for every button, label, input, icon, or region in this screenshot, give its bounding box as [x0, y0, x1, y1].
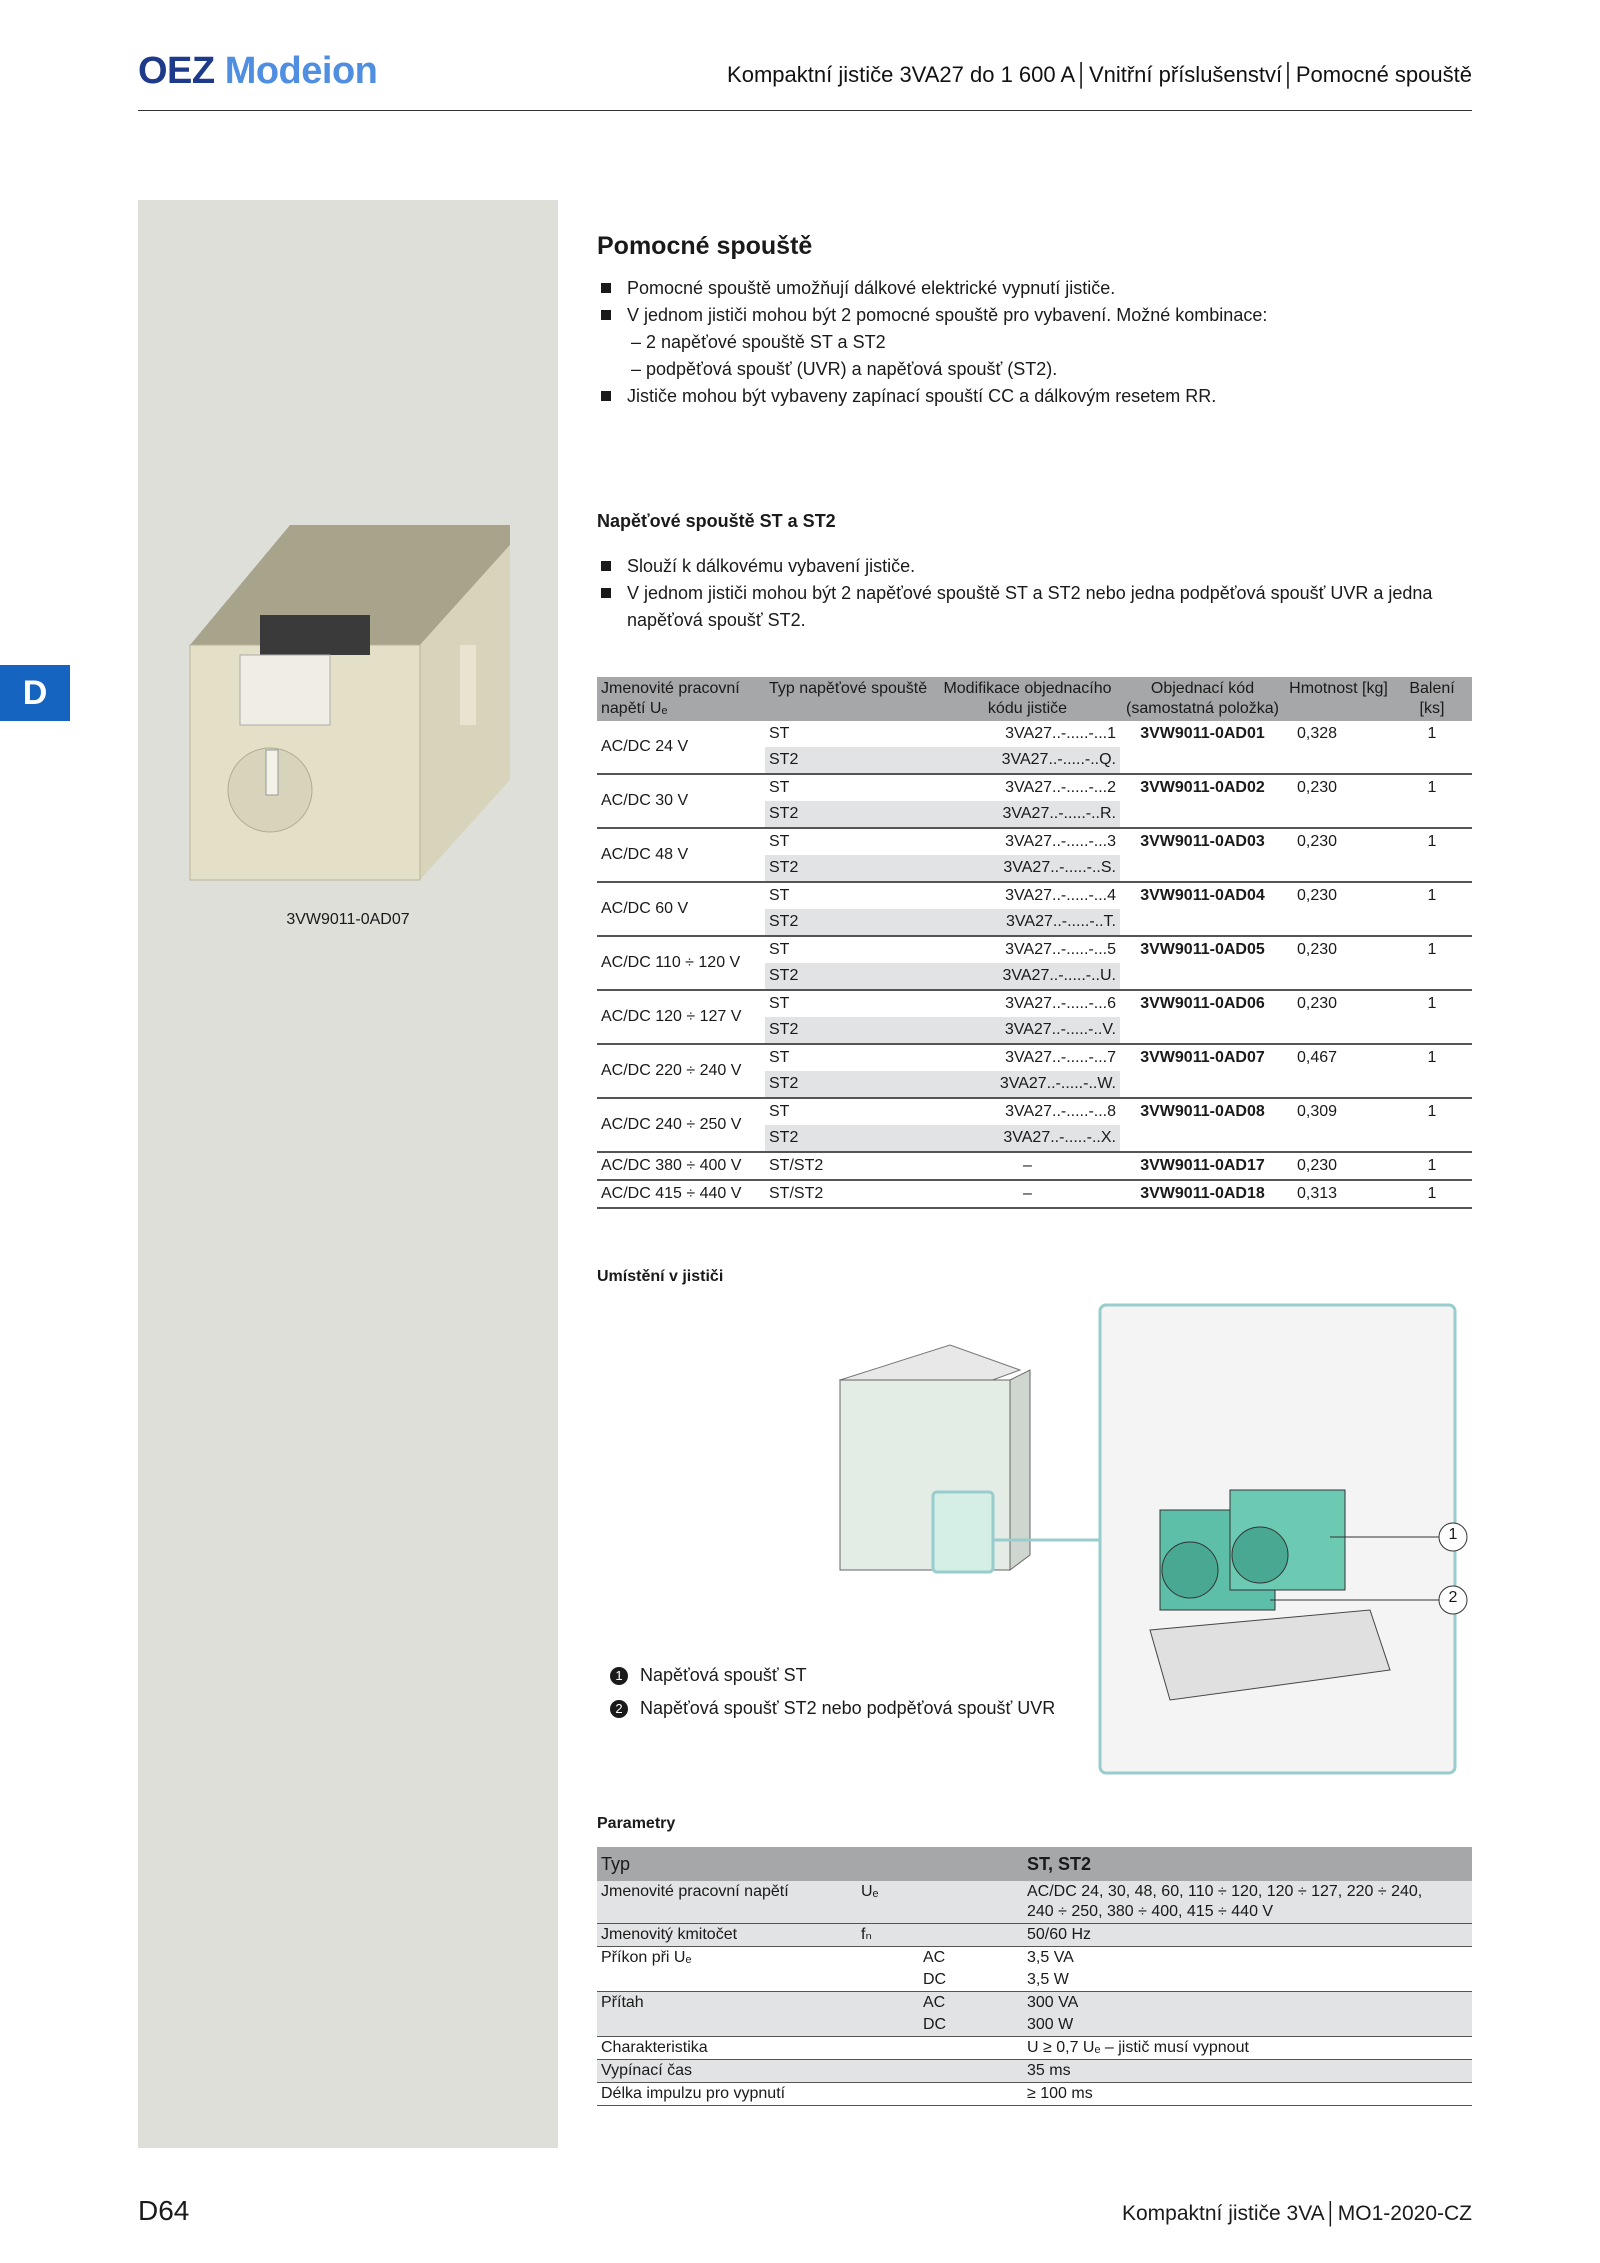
- param-value-line: 50/60 Hz: [1027, 1926, 1092, 1943]
- chapter-tab: D: [0, 665, 70, 721]
- param-symbol: [857, 2037, 919, 2060]
- order-code-cell: 3VW9011-0AD17: [1120, 1152, 1285, 1180]
- weight-cell: 0,230: [1285, 774, 1392, 828]
- voltage-cell: AC/DC 60 V: [597, 882, 765, 936]
- shunt-trips-list: [597, 553, 1472, 634]
- col-header-type: Typ napěťové spouště: [765, 677, 935, 721]
- pack-cell: 1: [1392, 990, 1472, 1044]
- pack-cell: 1: [1392, 1098, 1472, 1152]
- legend-text: Napěťová spoušť ST: [640, 1665, 807, 1685]
- type-cell: ST/ST2: [765, 1180, 935, 1208]
- type-cell: ST2: [765, 909, 935, 936]
- order-code-cell: 3VW9011-0AD04: [1120, 882, 1285, 936]
- param-sub: AC: [923, 1949, 946, 1966]
- param-value-line: AC/DC 24, 30, 48, 60, 110 ÷ 120, 120 ÷ 127, 220 ÷ 240,: [1027, 1883, 1423, 1900]
- list-item: – podpěťová spoušť (UVR) a napěťová spoušť (ST2).: [631, 359, 1058, 379]
- type-cell: ST2: [765, 747, 935, 774]
- param-row: [597, 2037, 1472, 2060]
- list-item: V jednom jističi mohou být 2 napěťové spouště ST a ST2 nebo jedna podpěťová spoušť UVR a jedna napěťová spoušť ST2.: [597, 580, 1472, 634]
- param-value: [1023, 2037, 1472, 2060]
- type-cell: ST2: [765, 1071, 935, 1098]
- param-value-line: 3,5 VA: [1027, 1949, 1074, 1966]
- param-label: Jmenovitý kmitočet: [597, 1924, 857, 1947]
- param-symbol: [857, 2060, 919, 2083]
- modification-cell: 3VA27..-.....-..S.: [935, 855, 1120, 882]
- param-label: Vypínací čas: [597, 2060, 857, 2083]
- param-symbol: Uₑ: [857, 1881, 919, 1924]
- param-sub: [919, 2083, 1023, 2106]
- param-row: [597, 1881, 1472, 1924]
- pack-cell: 1: [1392, 721, 1472, 774]
- param-value: [1023, 2014, 1472, 2037]
- param-value-line: ≥ 100 ms: [1027, 2085, 1093, 2102]
- table-row: [597, 774, 1472, 801]
- order-code-cell: 3VW9011-0AD01: [1120, 721, 1285, 774]
- header-title: Kompaktní jističe 3VA27 do 1 600 A│Vnitřní příslušenství│Pomocné spouště: [727, 62, 1472, 87]
- type-cell: ST2: [765, 801, 935, 828]
- voltage-cell: AC/DC 120 ÷ 127 V: [597, 990, 765, 1044]
- col-header-order-code: Objednací kód (samostatná položka): [1120, 677, 1285, 721]
- product-image: [180, 525, 520, 895]
- param-row: [597, 2014, 1472, 2037]
- param-head-value: ST, ST2: [1023, 1847, 1472, 1881]
- pack-cell: 1: [1392, 1152, 1472, 1180]
- pack-cell: 1: [1392, 1180, 1472, 1208]
- param-value-line: 35 ms: [1027, 2062, 1071, 2079]
- modification-cell: 3VA27..-.....-..W.: [935, 1071, 1120, 1098]
- weight-cell: 0,313: [1285, 1180, 1392, 1208]
- order-code-cell: 3VW9011-0AD07: [1120, 1044, 1285, 1098]
- param-label: [597, 1969, 857, 1992]
- type-cell: ST2: [765, 1017, 935, 1044]
- modification-cell: 3VA27..-.....-..T.: [935, 909, 1120, 936]
- list-item: Jističe mohou být vybaveny zapínací spouští CC a dálkovým resetem RR.: [597, 383, 1472, 410]
- param-value: [1023, 2060, 1472, 2083]
- order-code-cell: 3VW9011-0AD08: [1120, 1098, 1285, 1152]
- modification-cell: 3VA27..-.....-..V.: [935, 1017, 1120, 1044]
- param-symbol: [857, 2083, 919, 2106]
- order-code-cell: 3VW9011-0AD02: [1120, 774, 1285, 828]
- footer-title: Kompaktní jističe 3VA│MO1-2020-CZ: [1121, 2202, 1472, 2225]
- param-value-line: 3,5 W: [1027, 1971, 1069, 1988]
- type-cell: ST: [769, 887, 790, 904]
- pack-cell: 1: [1392, 1044, 1472, 1098]
- modification-cell: 3VA27..-.....-...6: [1005, 995, 1116, 1012]
- param-symbol: [857, 1992, 919, 2015]
- release-order-table: [597, 677, 1472, 1209]
- modification-cell: 3VA27..-.....-...4: [1005, 887, 1116, 904]
- pack-cell: 1: [1392, 882, 1472, 936]
- modification-cell: 3VA27..-.....-...7: [1005, 1049, 1116, 1066]
- voltage-cell: AC/DC 220 ÷ 240 V: [597, 1044, 765, 1098]
- modification-cell: –: [935, 1152, 1120, 1180]
- param-row: [597, 1924, 1472, 1947]
- auxiliary-releases-list: [597, 275, 1472, 410]
- param-row: [597, 1969, 1472, 1992]
- param-label: [597, 2014, 857, 2037]
- type-cell: ST: [769, 725, 790, 742]
- modification-cell: 3VA27..-.....-...8: [1005, 1103, 1116, 1120]
- modification-cell: 3VA27..-.....-...3: [1005, 833, 1116, 850]
- param-value: [1023, 1947, 1472, 1970]
- param-value-line: 300 W: [1027, 2016, 1074, 2033]
- parameters-table: [597, 1847, 1472, 2106]
- param-label: Délka impulzu pro vypnutí: [597, 2083, 857, 2106]
- page-number: D64: [138, 2195, 190, 2226]
- param-sub: AC: [919, 1992, 1023, 2015]
- legend-item: [610, 1698, 1055, 1719]
- param-value-line: U ≥ 0,7 Uₑ – jistič musí vypnout: [1027, 2039, 1249, 2056]
- table-row: [597, 1098, 1472, 1125]
- type-cell: ST/ST2: [765, 1152, 935, 1180]
- voltage-cell: AC/DC 415 ÷ 440 V: [597, 1180, 765, 1208]
- param-value: [1023, 1881, 1472, 1924]
- col-header-voltage: Jmenovité pracovní napětí Uₑ: [597, 677, 765, 721]
- modification-cell: 3VA27..-.....-..R.: [935, 801, 1120, 828]
- param-row: [597, 1992, 1472, 2015]
- list-item: Slouží k dálkovému vybavení jističe.: [597, 553, 1472, 580]
- param-sub: DC: [919, 2014, 1023, 2037]
- param-label: Jmenovité pracovní napětí: [597, 1881, 857, 1924]
- type-cell: ST: [769, 1103, 790, 1120]
- col-header-modification: Modifikace objednacího kódu jističe: [935, 677, 1120, 721]
- param-value-line: 300 VA: [1027, 1994, 1079, 2011]
- param-row: [597, 1947, 1472, 1970]
- weight-cell: 0,230: [1285, 1152, 1392, 1180]
- logo-modeion: Modeion: [224, 50, 378, 92]
- param-sub: DC: [919, 1969, 1023, 1992]
- legend-number: 2: [610, 1700, 628, 1718]
- modification-cell: –: [935, 1180, 1120, 1208]
- order-code-cell: 3VW9011-0AD18: [1120, 1180, 1285, 1208]
- table-row: [597, 882, 1472, 909]
- modification-cell: 3VA27..-.....-...1: [1005, 725, 1116, 742]
- type-cell: ST2: [765, 963, 935, 990]
- section-title-auxiliary-releases: Pomocné spouště: [597, 232, 813, 260]
- header-divider: [138, 110, 1472, 111]
- type-cell: ST: [769, 1049, 790, 1066]
- param-symbol: [857, 2014, 919, 2037]
- section-title-placement: Umístění v jističi: [597, 1268, 724, 1285]
- param-head-label: Typ: [597, 1847, 1023, 1881]
- order-code-cell: 3VW9011-0AD06: [1120, 990, 1285, 1044]
- table-row: [597, 1044, 1472, 1071]
- voltage-cell: AC/DC 240 ÷ 250 V: [597, 1098, 765, 1152]
- modification-cell: 3VA27..-.....-..U.: [935, 963, 1120, 990]
- col-header-pack: Balení [ks]: [1392, 677, 1472, 721]
- legend-item: [610, 1665, 1055, 1686]
- list-item: – 2 napěťové spouště ST a ST2: [631, 332, 886, 352]
- placement-legend: [610, 1665, 1055, 1719]
- param-value: [1023, 1992, 1472, 2015]
- modification-cell: 3VA27..-.....-..X.: [935, 1125, 1120, 1152]
- product-image-caption: 3VW9011-0AD07: [286, 911, 410, 928]
- pack-cell: 1: [1392, 828, 1472, 882]
- table-row: [597, 1180, 1472, 1208]
- modification-cell: 3VA27..-.....-...2: [1005, 779, 1116, 796]
- param-sub: [919, 1881, 1023, 1924]
- order-code-cell: 3VW9011-0AD05: [1120, 936, 1285, 990]
- modification-cell: 3VA27..-.....-..Q.: [935, 747, 1120, 774]
- weight-cell: 0,328: [1285, 721, 1392, 774]
- param-symbol: fₙ: [857, 1924, 919, 1947]
- brand-logo: [138, 50, 377, 93]
- type-cell: ST: [769, 995, 790, 1012]
- voltage-cell: AC/DC 110 ÷ 120 V: [597, 936, 765, 990]
- col-header-weight: Hmotnost [kg]: [1285, 677, 1392, 721]
- voltage-cell: AC/DC 380 ÷ 400 V: [597, 1152, 765, 1180]
- param-label: Přítah: [597, 1992, 857, 2015]
- logo-oez: OEZ: [138, 50, 215, 92]
- modification-cell: 3VA27..-.....-...5: [1005, 941, 1116, 958]
- type-cell: ST: [769, 833, 790, 850]
- param-row: [597, 2083, 1472, 2106]
- weight-cell: 0,230: [1285, 882, 1392, 936]
- param-row: [597, 2060, 1472, 2083]
- list-item: V jednom jističi mohou být 2 pomocné spouště pro vybavení. Možné kombinace:: [597, 302, 1472, 329]
- param-label: Charakteristika: [597, 2037, 857, 2060]
- weight-cell: 0,230: [1285, 936, 1392, 990]
- param-value: [1023, 2083, 1472, 2106]
- legend-number: 1: [610, 1667, 628, 1685]
- table-row: [597, 936, 1472, 963]
- param-symbol: [857, 1947, 919, 1970]
- order-code-cell: 3VW9011-0AD03: [1120, 828, 1285, 882]
- voltage-cell: AC/DC 30 V: [597, 774, 765, 828]
- voltage-cell: AC/DC 24 V: [597, 721, 765, 774]
- legend-text: Napěťová spoušť ST2 nebo podpěťová spoušť UVR: [640, 1698, 1056, 1718]
- callout-1: 1: [1448, 1526, 1458, 1543]
- table-row: [597, 990, 1472, 1017]
- param-label: Příkon při Uₑ: [601, 1949, 692, 1966]
- type-cell: ST2: [765, 855, 935, 882]
- weight-cell: 0,230: [1285, 828, 1392, 882]
- list-item: Pomocné spouště umožňují dálkové elektrické vypnutí jističe.: [597, 275, 1472, 302]
- section-title-parameters: Parametry: [597, 1815, 676, 1832]
- param-value: [1023, 1969, 1472, 1992]
- param-sub: [919, 2060, 1023, 2083]
- type-cell: ST: [769, 779, 790, 796]
- param-sub: [919, 1924, 1023, 1947]
- sidebar-panel: [138, 200, 558, 2148]
- pack-cell: 1: [1392, 936, 1472, 990]
- type-cell: ST: [769, 941, 790, 958]
- table-row: [597, 828, 1472, 855]
- table-row: [597, 1152, 1472, 1180]
- voltage-cell: AC/DC 48 V: [597, 828, 765, 882]
- weight-cell: 0,309: [1285, 1098, 1392, 1152]
- pack-cell: 1: [1392, 774, 1472, 828]
- type-cell: ST2: [765, 1125, 935, 1152]
- weight-cell: 0,230: [1285, 990, 1392, 1044]
- param-symbol: [857, 1969, 919, 1992]
- param-value: [1023, 1924, 1472, 1947]
- section-title-shunt-trips: Napěťové spouště ST a ST2: [597, 511, 836, 531]
- param-value-line: 240 ÷ 250, 380 ÷ 400, 415 ÷ 440 V: [1027, 1903, 1274, 1920]
- param-sub: [919, 2037, 1023, 2060]
- callout-2: 2: [1448, 1589, 1458, 1606]
- weight-cell: 0,467: [1285, 1044, 1392, 1098]
- table-row: [597, 721, 1472, 747]
